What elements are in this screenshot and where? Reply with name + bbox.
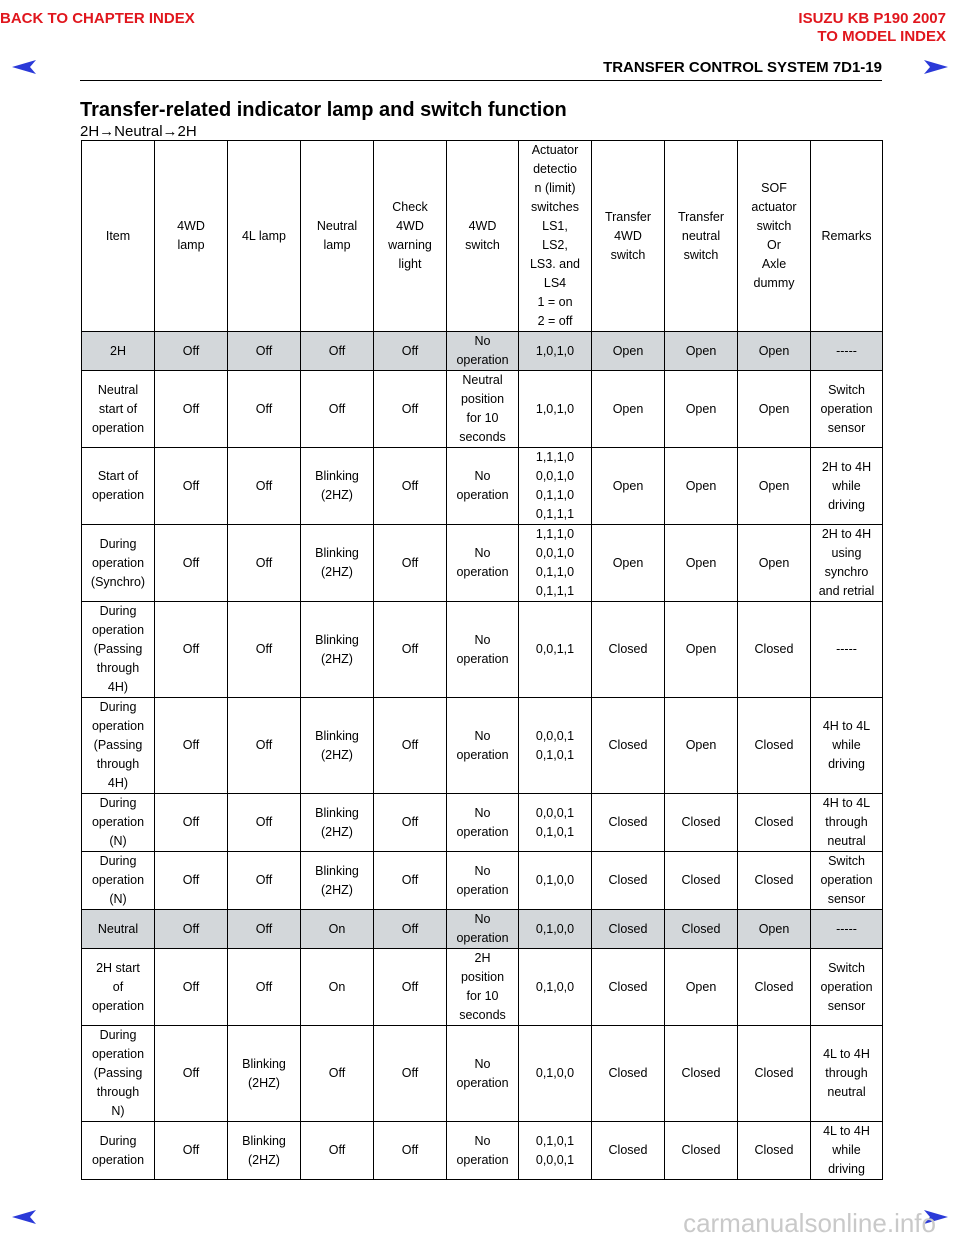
table-cell: Off (228, 794, 301, 852)
back-to-chapter-index-link[interactable]: BACK TO CHAPTER INDEX (0, 10, 195, 27)
table-cell: Off (228, 910, 301, 949)
table-cell: 0,0,0,1 0,1,0,1 (519, 698, 592, 794)
table-cell: Off (228, 448, 301, 525)
table-cell: During operation (N) (82, 794, 155, 852)
table-cell: Closed (592, 910, 665, 949)
table-cell: 2H to 4H using synchro and retrial (811, 525, 883, 602)
table-cell: Closed (738, 794, 811, 852)
watermark: carmanualsonline.info (683, 1208, 936, 1238)
table-cell: Open (592, 371, 665, 448)
column-header: Check 4WD warning light (374, 141, 447, 332)
table-cell: Off (228, 332, 301, 371)
table-row (82, 602, 883, 698)
table-cell: Closed (592, 852, 665, 910)
table-cell: ----- (811, 332, 883, 371)
column-header: 4WD switch (447, 141, 519, 332)
model-index-label: TO MODEL INDEX (817, 28, 946, 45)
column-header: Transfer neutral switch (665, 141, 738, 332)
table-row (82, 698, 883, 794)
table-cell: 2H (82, 332, 155, 371)
table-row (82, 1122, 883, 1180)
table-cell: 4L to 4H while driving (811, 1122, 883, 1180)
table-cell: 2H start of operation (82, 949, 155, 1026)
table-cell: 1,1,1,0 0,0,1,0 0,1,1,0 0,1,1,1 (519, 448, 592, 525)
table-cell: No operation (447, 602, 519, 698)
table-cell: Off (155, 448, 228, 525)
column-header: SOF actuator switch Or Axle dummy (738, 141, 811, 332)
table-cell: 2H to 4H while driving (811, 448, 883, 525)
table-cell: Off (301, 1122, 374, 1180)
table-cell: Open (592, 448, 665, 525)
table-cell: Open (738, 910, 811, 949)
table-cell: Closed (665, 910, 738, 949)
table-cell: Closed (665, 1122, 738, 1180)
table-cell: Off (155, 525, 228, 602)
column-header: Remarks (811, 141, 883, 332)
table-row (82, 448, 883, 525)
table-cell: Closed (738, 852, 811, 910)
table-cell: Off (228, 852, 301, 910)
table-cell: Off (374, 794, 447, 852)
table-cell: Open (738, 371, 811, 448)
column-header: Neutral lamp (301, 141, 374, 332)
column-header: Actuator detectio n (limit) switches LS1, LS2, LS3. and LS4 1 = on 2 = off (519, 141, 592, 332)
table-cell: On (301, 910, 374, 949)
page-title: Transfer-related indicator lamp and switch function (80, 99, 567, 121)
table-cell: Blinking (2HZ) (228, 1026, 301, 1122)
page-subtitle: 2H→Neutral→2H (80, 123, 197, 140)
to-model-index-link[interactable] (798, 10, 946, 46)
table-cell: Off (228, 949, 301, 1026)
table-cell: Off (155, 794, 228, 852)
table-row (82, 794, 883, 852)
table-cell: No operation (447, 1122, 519, 1180)
header-divider (80, 80, 882, 81)
table-cell: Start of operation (82, 448, 155, 525)
table-cell: During operation (Passing through N) (82, 1026, 155, 1122)
table-cell: Open (665, 525, 738, 602)
table-cell: Open (592, 332, 665, 371)
table-cell: Off (155, 698, 228, 794)
table-cell: 0,1,0,0 (519, 1026, 592, 1122)
column-header: 4WD lamp (155, 141, 228, 332)
table-cell: Switch operation sensor (811, 852, 883, 910)
table-cell: Off (155, 949, 228, 1026)
table-cell: 0,1,0,0 (519, 910, 592, 949)
table-cell: Off (301, 371, 374, 448)
table-cell: On (301, 949, 374, 1026)
table-cell: No operation (447, 910, 519, 949)
table-cell: Closed (592, 698, 665, 794)
table-cell: During operation (82, 1122, 155, 1180)
table-cell: Off (301, 1026, 374, 1122)
column-header: 4L lamp (228, 141, 301, 332)
table-cell: Closed (665, 794, 738, 852)
table-cell: Off (228, 602, 301, 698)
table-cell: Closed (592, 602, 665, 698)
table-row (82, 1026, 883, 1122)
table-cell: Closed (738, 698, 811, 794)
next-page-arrow-icon[interactable] (922, 58, 950, 76)
table-row (82, 949, 883, 1026)
table-cell: Open (665, 448, 738, 525)
table-cell: Closed (738, 949, 811, 1026)
table-cell: Blinking (2HZ) (301, 448, 374, 525)
table-cell: Off (155, 910, 228, 949)
table-cell: Open (665, 602, 738, 698)
table-row (82, 371, 883, 448)
table-cell: Neutral position for 10 seconds (447, 371, 519, 448)
table-cell: 0,0,1,1 (519, 602, 592, 698)
table-cell: Off (374, 525, 447, 602)
table-cell: Open (665, 332, 738, 371)
table-row (82, 852, 883, 910)
table-cell: Open (592, 525, 665, 602)
table-cell: 1,1,1,0 0,0,1,0 0,1,1,0 0,1,1,1 (519, 525, 592, 602)
table-cell: Open (738, 448, 811, 525)
column-header: Transfer 4WD switch (592, 141, 665, 332)
table-cell: Off (155, 852, 228, 910)
table-row (82, 332, 883, 371)
table-cell: No operation (447, 1026, 519, 1122)
table-cell: 4L to 4H through neutral (811, 1026, 883, 1122)
table-cell: 2H position for 10 seconds (447, 949, 519, 1026)
section-header: TRANSFER CONTROL SYSTEM 7D1-19 (603, 59, 882, 76)
table-cell: Blinking (2HZ) (301, 525, 374, 602)
table-cell: Off (374, 371, 447, 448)
table-cell: Open (738, 525, 811, 602)
previous-page-arrow-icon[interactable] (10, 58, 38, 76)
table-cell: Closed (592, 949, 665, 1026)
table-cell: Closed (738, 602, 811, 698)
table-cell: ----- (811, 602, 883, 698)
table-cell: Off (374, 448, 447, 525)
table-cell: 0,1,0,0 (519, 949, 592, 1026)
table-cell: Off (374, 949, 447, 1026)
table-cell: Closed (665, 1026, 738, 1122)
table-cell: 4H to 4L through neutral (811, 794, 883, 852)
model-name-label: ISUZU KB P190 2007 (798, 10, 946, 27)
table-cell: Off (155, 1026, 228, 1122)
table-cell: Off (301, 332, 374, 371)
table-cell: Off (155, 332, 228, 371)
table-cell: Open (665, 698, 738, 794)
table-cell: Blinking (2HZ) (301, 852, 374, 910)
table-cell: Closed (592, 1026, 665, 1122)
table-cell: Closed (592, 1122, 665, 1180)
table-row (82, 525, 883, 602)
table-cell: Off (228, 525, 301, 602)
table-cell: 0,1,0,1 0,0,0,1 (519, 1122, 592, 1180)
table-cell: Off (374, 698, 447, 794)
table-cell: Blinking (2HZ) (301, 602, 374, 698)
table-header-row (82, 141, 883, 332)
table-cell: No operation (447, 332, 519, 371)
table-cell: No operation (447, 525, 519, 602)
table-cell: During operation (N) (82, 852, 155, 910)
table-cell: Neutral start of operation (82, 371, 155, 448)
table-cell: Open (738, 332, 811, 371)
table-cell: No operation (447, 698, 519, 794)
table-cell: Blinking (2HZ) (301, 698, 374, 794)
previous-page-bottom-arrow-icon[interactable] (10, 1208, 38, 1226)
table-cell: Off (374, 1122, 447, 1180)
table-cell: Blinking (2HZ) (228, 1122, 301, 1180)
table-cell: Off (228, 371, 301, 448)
table-cell: 0,1,0,0 (519, 852, 592, 910)
table-cell: No operation (447, 794, 519, 852)
column-header: Item (82, 141, 155, 332)
table-cell: Closed (592, 794, 665, 852)
table-cell: No operation (447, 852, 519, 910)
table-cell: Blinking (2HZ) (301, 794, 374, 852)
table-cell: 1,0,1,0 (519, 332, 592, 371)
table-cell: 1,0,1,0 (519, 371, 592, 448)
table-cell: Off (228, 698, 301, 794)
table-cell: During operation (Passing through 4H) (82, 698, 155, 794)
table-cell: Switch operation sensor (811, 949, 883, 1026)
table-cell: Off (374, 852, 447, 910)
table-cell: Switch operation sensor (811, 371, 883, 448)
table-cell: Open (665, 371, 738, 448)
table-cell: 0,0,0,1 0,1,0,1 (519, 794, 592, 852)
table-cell: Off (374, 1026, 447, 1122)
table-cell: 4H to 4L while driving (811, 698, 883, 794)
table-cell: During operation (Passing through 4H) (82, 602, 155, 698)
table-cell: Closed (665, 852, 738, 910)
table-cell: Off (374, 332, 447, 371)
table-cell: Closed (738, 1026, 811, 1122)
table-cell: Neutral (82, 910, 155, 949)
table-cell: Off (155, 1122, 228, 1180)
table-cell: No operation (447, 448, 519, 525)
table-cell: Off (155, 371, 228, 448)
table-cell: Off (374, 910, 447, 949)
table-cell: Off (374, 602, 447, 698)
table-cell: During operation (Synchro) (82, 525, 155, 602)
table-cell: Open (665, 949, 738, 1026)
lamp-switch-function-table (81, 140, 883, 1180)
table-cell: ----- (811, 910, 883, 949)
table-body (82, 332, 883, 1180)
table-cell: Off (155, 602, 228, 698)
table-cell: Closed (738, 1122, 811, 1180)
table-row (82, 910, 883, 949)
